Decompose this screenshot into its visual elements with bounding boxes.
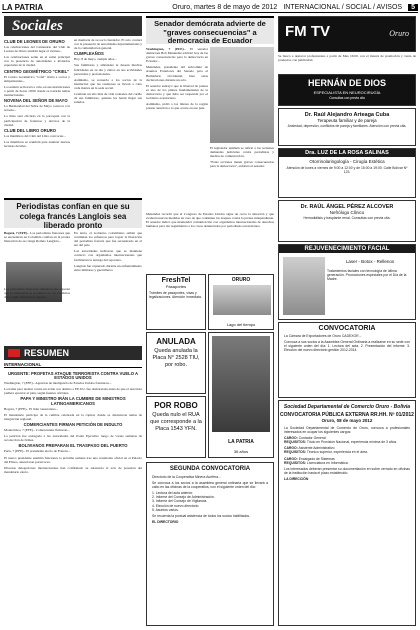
sociales-item-head: CENTRO GEOMÉTRICO "CRIEL" — [4, 68, 70, 74]
freshtel-ad: FreshTel Pasaportes Trámites de pasaportes, visas y legalizaciones. Atención inmediata. — [146, 274, 206, 330]
hernan-sub: ESPECIALISTA EN NEUROCIRUGÍA — [313, 90, 381, 95]
section-label: INTERNACIONAL / SOCIAL / AVISOS — [283, 3, 403, 11]
sociedad-date: Oruro, 08 de mayo 2012 — [321, 418, 373, 423]
segunda-body: Directorio de la Cooperativa Minera Aurífera... — [152, 475, 221, 479]
sociales-column-2: en memoria de su socio fundador. El acto contará con la presencia de autoridades departamentales y de la comunidad en general. CUMPLEAÑOS Hoy, 8 de mayo, cumple años... Sus familiares y amistades le desean muchas felicidades en su día y éxitos en sus actividades personales y profesionales. Asimismo, se recuerda a los socios de la institución que las reuniones se llevan a cabo cada martes en la sede social. Celebran un año más de vida rodeados del cariño de sus familiares, quienes les harán llegar sus saludos. — [74, 38, 142, 105]
la-patria-ad-title: LA PATRIA — [228, 439, 254, 445]
convocatoria-cadexor-ad: CONVOCATORIA La Cámara de Exportadores de Oruro CADEXOR... Convoca a sus socios a la Asamblea General Ordinaria a realizarse en su sede con el siguiente orden del día: 1. Lectura del acta. 2. Presentación del informe. 3. Elección del nuevo directorio gestión 2012-2014. — [278, 322, 416, 398]
dr-raul-sub: Terapeuta familiar y de pareja — [317, 118, 377, 123]
convocatoria1-sub: La Cámara de Exportadores de Oruro CADEXOR... — [284, 334, 362, 338]
resumen-subtitle: INTERNACIONAL — [4, 362, 142, 368]
sociedad-comercio-ad: Sociedad Departamental de Comercio Oruro - Bolivia CONVOCATORIA PÚBLICA EXTERNA RR.HH. Nº 01/2012 Oruro, 08 de mayo 2012 La Sociedad Departamental de Comercio de Oruro, convoca a profesionales interesados en ocupar los siguientes cargos: CARGO: Contador General REQUISITOS: Título en Provisión Nacional, experiencia mínima de 3 años. CARGO: Asistente Administrativo REQUISITOS: Técnico superior, experiencia en el área. CARGO: Encargado de Sistemas REQUISITOS: Licenciatura en Informática. Los interesados deberán presentar su documentación en sobre cerrado en oficinas de la institución hasta el plazo establecido. LA DIRECCIÓN — [278, 400, 416, 626]
sociales-column-1: CLUB DE LEONES DE ORURO Las celebraciones del Centenario del Club de Leones de Oruro tendrán lugar el viernes... Las celebraciones serán en el salón principal con la presencia de autoridades e invitados especiales de la ciudad. CENTRO GEOMÉTRICO "CRIEL" El Centro Geométrico "Criel" invita a socios y simpatizantes... La reunión se llevará a cabo en sus instalaciones a partir de horas 19:00 donde se tratarán temas institucionales. NOVENA DEL SEÑOR DE MAYO La Hermandad del Señor de Mayo convoca a la novena... La misa será oficiada en la parroquia con la participación de fraternos y devotos de la ciudad. CLUB DEL LIBRO ORURO Los miembros del Club del Libro convocan... Los miembros se reunirán para analizar nuevas lecturas del mes. — [4, 39, 70, 148]
dateline: Washington, 7 (EFE).- — [146, 47, 186, 51]
anulada-title: ANULADA — [156, 337, 196, 346]
sociales-item-head: CUMPLEAÑOS — [74, 51, 104, 57]
resumen-item-head: BOLIVIANOS PREPARAN EL TRASPASO DEL PUERTO — [18, 443, 128, 449]
raul-perez-ad: Dr. RAÚL ÁNGEL PÉREZ ALCOVER Nefrólogo Clínico Hemodiálisis y trasplante renal. Consultas con previa cita. — [278, 200, 416, 242]
anulada-ad — [146, 332, 206, 394]
periodistas-col-1: Bogotá, 7 (EFE).- Los periodistas franceses que se encuentran en Colombia confían en la pronta liberación de su colega Roméo Langlois... Los periodistas franceses señalaron que esperan que la liberación se produzca en los próximos días, según informaron medios. — [4, 231, 70, 300]
senador-col-1: Washington, 7 (EFE).- El senador demócrata Bob Menéndez advirtió hoy de las graves consecuencias para la democracia en Ecuador... Menéndez, presidente del subcomité de Asuntos Exteriores del Senado para el Hemisferio Occidental, hizo estas declaraciones durante un acto. El senador subrayó que la libertad de prensa es uno de los pilares fundamentales de la democracia y que debe ser respetada por el Gobierno ecuatoriano. Asimismo, pidió a los líderes de la región prestar atención a lo que ocurre en ese país. — [146, 47, 208, 111]
page-number: 5 — [408, 4, 418, 11]
resumen-item-text: Washington, 7 (EFE).- Agencias de inteligencia de Estados Unidos frustraron... — [4, 381, 112, 386]
sociales-item-text: El Centro Geométrico "Criel" invita a socios y simpatizantes... — [4, 74, 70, 83]
resumen-header — [4, 346, 142, 360]
resumen-title: RESUMEN — [24, 348, 70, 358]
dateline: Bogotá, 7 (EFE).- — [4, 231, 30, 235]
sociales-item-head: NOVENA DEL SEÑOR DE MAYO — [4, 98, 68, 104]
sociales-header: Sociales — [4, 16, 142, 36]
sociedad-title: Sociedad Departamental de Comercio Oruro - Bolivia — [283, 404, 411, 410]
face-photo — [283, 257, 325, 315]
segunda-convocatoria-ad — [146, 462, 274, 626]
issue-date: Oruro, martes 8 de mayo de 2012 — [172, 3, 278, 11]
anniversary-photo — [212, 336, 270, 432]
dr-raul-title: Dr. Raúl Alejandro Arteaga Cuba — [304, 112, 390, 118]
masthead — [2, 2, 418, 13]
oruro-ad — [208, 274, 274, 330]
resumen-item-head: URGENTE: PROFETAS ATAQUE TERRORISTA CONTRA VUELO A ESTADOS UNIDOS — [7, 371, 139, 381]
fmtv-ad — [278, 16, 416, 52]
senator-photo — [210, 47, 274, 143]
sociedad-sub: CONVOCATORIA PÚBLICA EXTERNA RR.HH. Nº 01/2012 — [280, 412, 414, 418]
freshtel-sub: Pasaportes — [165, 284, 187, 289]
sociales-item-text: Hoy, 8 de mayo, cumple años... — [74, 57, 117, 62]
segunda-text: Directorio de la Cooperativa Minera Aurífera... Se convoca a los socios a la asamblea general ordinaria que se llevará a cabo en las oficinas de la cooperativa, con el siguiente orden del día: 1. Lectura del acta anterior. 2. Informe del Consejo de Administración. 3. Informe del Consejo de Vigilancia. 4. Elección de nuevo directorio. 5. Asuntos varios. Se recuerda la puntual asistencia de todos los socios habilitados. EL DIRECTORIO — [152, 475, 268, 524]
porrobo-title: POR ROBO — [154, 401, 198, 410]
sociales-item-head: CLUB DE LEONES DE ORURO — [4, 39, 65, 44]
raul-perez-sub: Nefrólogo Clínico — [329, 210, 365, 215]
la-patria-ad — [208, 332, 274, 458]
resumen-item-head: COMERCIANTES FIRMAN PETICIÓN DE INDULTO — [23, 421, 123, 427]
hernan-ad: HERNÁN DE DIOS ESPECIALISTA EN NEUROCIRUGÍA Consultas con previa cita — [278, 74, 416, 106]
resumen-item-text: Montevideo, 7 (EFE).- Comerciantes firmaron... — [4, 428, 70, 433]
raul-perez-title: Dr. RAÚL ÁNGEL PÉREZ ALCOVER — [300, 204, 394, 210]
periodistas-col-2: En tanto, el Gobierno colombiano señaló que continúan los esfuerzos para lograr la liberación del periodista francés que fue secuestrado en el sur del país. Las autoridades indicaron que se mantiene contacto con organismos internacionales que facilitarían la entrega del reportero. Langlois fue capturado durante un enfrentamiento entre militares y guerrilleros. — [74, 231, 142, 272]
lake-photo — [213, 285, 271, 315]
sociales-item-text: La Hermandad del Señor de Mayo convoca a la novena... — [4, 104, 70, 113]
fmtv-logo: FM TV — [285, 23, 330, 40]
fmtv-notice: Se busca a destacar profesionales a partir de Mes 16:00, con el interés de promoción y venta de productos con publicidad. — [278, 54, 416, 63]
resumen-item-text: Paris, 7 (EFE).- El presidente electo de Francia... — [4, 449, 71, 454]
rejuvenecimiento-title: REJUVENECIMIENTO FACIAL — [279, 245, 415, 253]
resumen-item-text: Bogotá, 7 (EFE).- El líder venezolano... — [4, 406, 59, 411]
oruro-ad-title: ORURO — [231, 277, 251, 283]
headline-periodistas: Periodistas confían en que su colega francés Langlois sea liberado pronto — [4, 198, 142, 228]
sociales-item-head: CLUB DEL LIBRO ORURO — [4, 127, 57, 133]
flag-icon — [8, 349, 20, 357]
hernan-title: HERNÁN DE DIOS — [307, 78, 386, 88]
porrobo-text: Queda nulo el RUA que corresponde a la Placa 1543 YFN. — [150, 412, 202, 432]
sociales-item-text: Los miembros del Club del Libro convocan... — [4, 133, 66, 138]
oruro-ad-sub: Lago del tiempo — [226, 322, 256, 327]
dra-salinas-ad: Dra. LUZ DE LA ROSA SALINAS Otorrinolaringología - Cirugía Estética Atención de lunes a viernes de 9:00 a 12:00 y de 15:00 a 19:00. Calle Bolívar Nº 123. — [278, 148, 416, 198]
rejuvenecimiento-sub: Laser - Botox - Rellenos — [345, 259, 395, 264]
resumen-column: URGENTE: PROFETAS ATAQUE TERRORISTA CONTRA VUELO A ESTADOS UNIDOS Washington, 7 (EFE).- Agencias de inteligencia de Estados Unidos frustraron... La trama para atentar contra un avión con destino a EE.UU. fue desbaratada antes de que el terrorista pudiera ejecutar el plan, según fuentes oficiales. PAPA Y MINISTRO IRÁN LA CUMBRE DE MINISTROS LATINOAMERICANOS Bogotá, 7 (EFE).- El líder venezolano... El mandatario participó de la cumbre celebrada en la capital, donde se discutieron temas de integración regional. COMERCIANTES FIRMAN PETICIÓN DE INDULTO Montevideo, 7 (EFE).- Comerciantes firmaron... La petición fue entregada a las autoridades del Poder Ejecutivo luego de varias semanas de recolección de firmas. BOLIVIANOS PREPARAN EL TRASPASO DEL PUERTO Paris, 7 (EFE).- El presidente electo de Francia... El nuevo presidente asumirá funciones la próxima semana tras una ceremonia oficial en el Palacio del Elíseo, anunciaron portavoces. Diversas delegaciones internacionales han confirmado su asistencia al acto de posesión del mandatario electo. — [4, 371, 142, 474]
senador-continued: Menéndez recordó que el Congreso de Estados Unidos sigue de cerca la situación y que evaluará nuevas medidas en caso de que continúen los ataques contra la prensa independiente. El senador indicó que mantendrá comunicación con organismos internacionales de derechos humanos para dar seguimiento a los casos denunciados por periodistas ecuatorianos. — [146, 212, 274, 229]
fmtv-sub: Oruro — [389, 29, 409, 38]
anulada-text: Queda anulada la Placa N° 2528 TIU, por robo. — [152, 348, 200, 368]
paper-name: LA PATRIA — [2, 2, 44, 12]
headline-senador: Senador demócrata advierte de "graves consecuencias" a democracia de Ecuador — [146, 16, 274, 44]
dr-raul-ad: Dr. Raúl Alejandro Arteaga Cuba Terapeuta familiar y de pareja Ansiedad, depresión, conflictos de pareja y familiares. Atención con previa cita. — [278, 108, 416, 146]
dra-salinas-title: Dra. LUZ DE LA ROSA SALINAS — [279, 149, 415, 157]
rejuvenecimiento-ad: REJUVENECIMIENTO FACIAL Laser - Botox - Rellenos Tratamientos faciales con tecnología de última generación. Promociones especiales por el Día de la Madre. — [278, 244, 416, 320]
senador-col-2: El legislador también se refirió a las recientes demandas judiciales contra periodistas y medios de comunicación. "Estas acciones tienen graves consecuencias para la democracia", enfatizó el senador. — [210, 146, 274, 169]
article-body: El senador demócrata Bob Menéndez advirtió hoy de las graves consecuencias para la democracia en Ecuador... — [146, 47, 208, 64]
convocatoria1-title: CONVOCATORIA — [318, 325, 376, 332]
la-patria-ad-sub: 36 años — [233, 449, 249, 454]
sociales-item-text: Las celebraciones del Centenario del Club de Leones de Oruro tendrán lugar el viernes... — [4, 45, 70, 54]
freshtel-title: FreshTel — [161, 277, 191, 284]
resumen-item-head: PAPA Y MINISTRO IRÁN LA CUMBRE DE MINISTROS LATINOAMERICANOS — [20, 396, 126, 406]
dra-salinas-sub: Otorrinolaringología - Cirugía Estética — [309, 159, 385, 164]
porrobo-ad — [146, 396, 206, 458]
segunda-title: SEGUNDA CONVOCATORIA — [169, 466, 251, 472]
article-body: Los periodistas franceses que se encuentran en Colombia confían en la pronta liberación de su colega Roméo Langlois... — [4, 231, 70, 244]
